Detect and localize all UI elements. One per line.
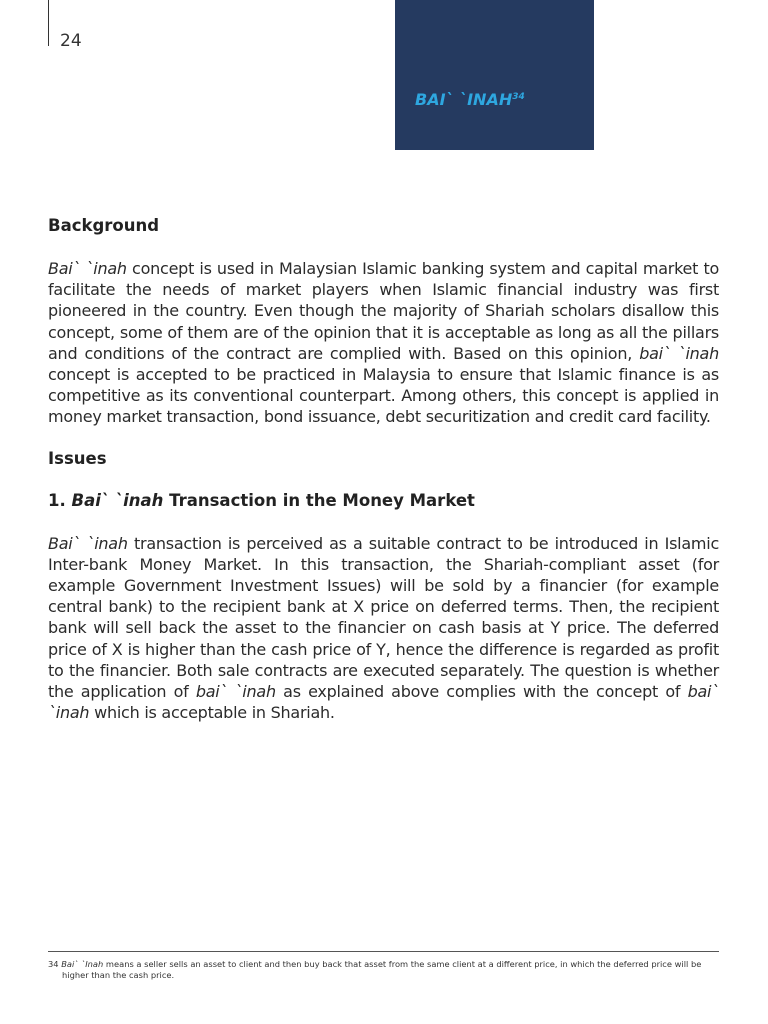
footnote-term: Bai` `Inah (61, 959, 104, 969)
footnote-ref: 34 (512, 92, 525, 102)
issue-1-paragraph (48, 533, 719, 724)
footnote-divider (48, 951, 719, 952)
term-italic: Bai` `inah (48, 259, 127, 278)
page-number: 24 (60, 31, 82, 51)
footnote-number: 34 (48, 959, 59, 969)
footnote (48, 959, 719, 981)
background-heading: Background (48, 216, 160, 235)
issue-1-term: Bai` `inah (71, 490, 164, 510)
text-run: concept is accepted to be practiced in Malaysia to ensure that Islamic finance is as competitive as its conventional counterpart. Among others, this concept is applied in money market transaction, bond issuance, debt securitization and credit card facility. (48, 365, 719, 427)
chapter-header-box (395, 0, 594, 150)
chapter-title (415, 90, 525, 109)
footnote-line (48, 959, 719, 970)
background-paragraph (48, 258, 719, 428)
main-content (48, 215, 719, 723)
text-run: which is acceptable in Shariah. (89, 703, 335, 723)
text-run: as explained above complies with the concept of (275, 682, 688, 702)
page-margin-rule (48, 0, 49, 46)
issue-1-heading (48, 490, 719, 512)
text-run: transaction is perceived as a suitable contract to be introduced in Islamic Inter-bank Money Market. In this transaction, the Shariah-compliant asset (for example Government Investment Issues) will be sold by a financier (for example central bank) to the recipient bank at X price on deferred terms. Then, the recipient bank will sell back the asset to the financier on cash basis at Y price. The deferred price of X is higher than the cash price of Y, hence the difference is regarded as profit to the financier. Both sale contracts are executed separately. The question is whether the application of (48, 533, 719, 702)
term-italic: bai` `inah (639, 343, 720, 363)
chapter-title-text: BAI` `INAH (415, 90, 513, 109)
text-run: concept is used in Malaysian Islamic banking system and capital market to facilitate the needs of market players when Islamic financial industry was first pioneered in the country. Even though the majority of Shariah scholars disallow this concept, some of them are of the opinion that it is acceptable as long as all the pillars and conditions of the contract are complied with. Based on this opinion, (48, 259, 720, 363)
footnote-continuation: higher than the cash price. (62, 970, 175, 980)
term-italic: Bai` `inah (48, 533, 128, 553)
issues-heading: Issues (48, 448, 107, 468)
footnote-text: means a seller sells an asset to client and then buy back that asset from the same client at a different price, in which the deferred price will be (103, 959, 702, 969)
term-italic: bai` `inah (48, 682, 719, 723)
issue-1-number: 1. (48, 490, 66, 510)
issue-1-title: Transaction in the Money Market (163, 490, 475, 510)
term-italic: bai` `inah (195, 682, 276, 702)
